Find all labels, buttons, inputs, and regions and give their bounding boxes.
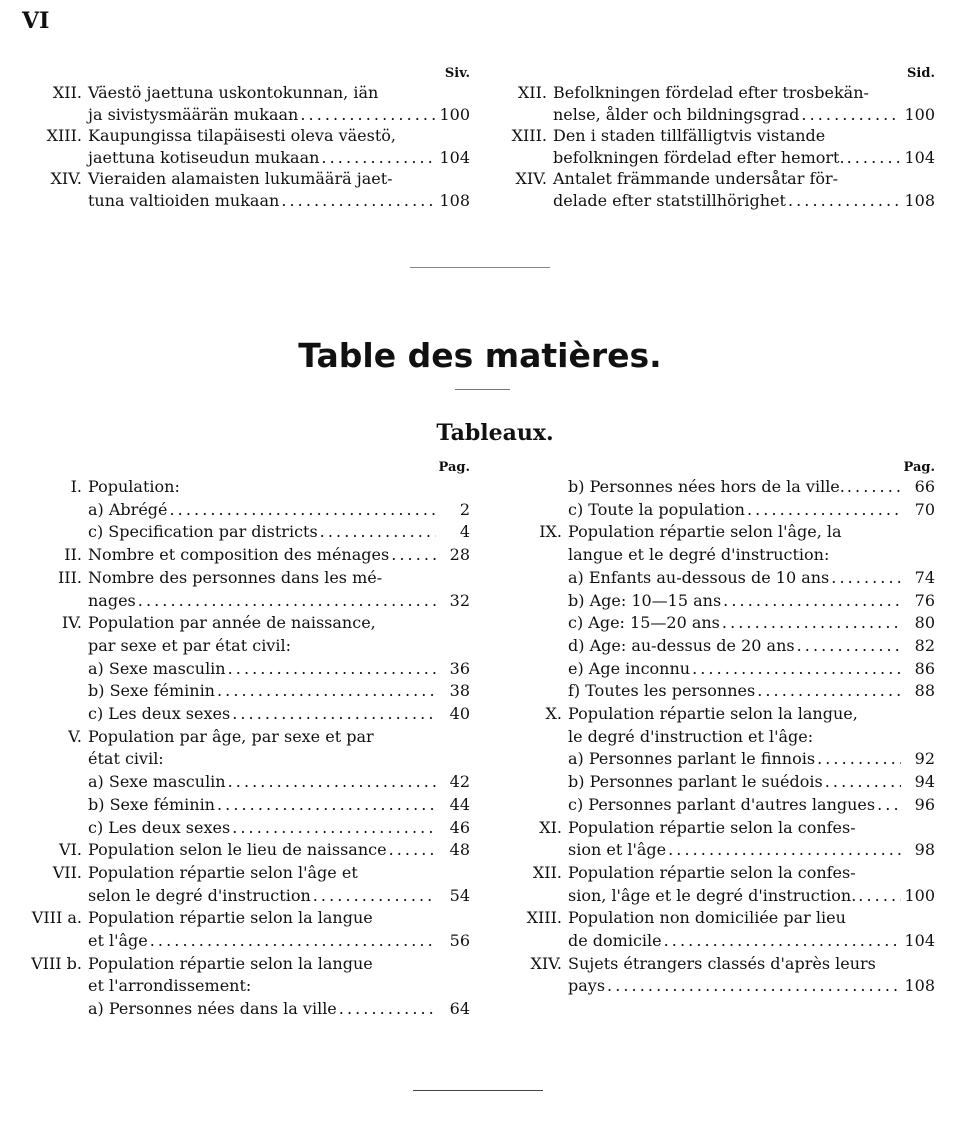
toc-entry-number: VII.	[52, 862, 82, 882]
toc-entry	[30, 998, 470, 1021]
toc-entry	[510, 703, 935, 748]
toc-page-number: 108	[904, 190, 935, 210]
french-toc-right	[510, 460, 935, 998]
toc-entry	[510, 907, 935, 952]
dot-leader	[721, 590, 901, 613]
toc-entry-text: b) Sexe féminin	[88, 794, 215, 814]
toc-page-number: 96	[914, 794, 935, 814]
toc-entry	[510, 476, 935, 499]
toc-entry-text: Population selon le lieu de naissance	[88, 840, 387, 860]
toc-entry-text: a) Enfants au-dessous de 10 ans	[568, 567, 830, 587]
toc-page-number: 28	[449, 545, 470, 565]
toc-entry-number: XIV.	[530, 953, 562, 973]
toc-entry-number: II.	[64, 545, 82, 565]
toc-entry-text: delade efter statstillhörighet	[553, 190, 786, 210]
toc-entry	[30, 680, 470, 703]
toc-entry-text: Population répartie selon l'âge, la	[568, 522, 842, 542]
french-right-page-header: Pag.	[903, 460, 935, 475]
divider-rule-bottom	[413, 1090, 543, 1091]
toc-entry-text: Antalet främmande undersåtar för-	[553, 169, 839, 189]
toc-page-number: 48	[449, 840, 470, 860]
toc-entry-text: sion, l'âge et le degré d'instruction.	[568, 885, 857, 905]
toc-page-number: 92	[914, 749, 935, 769]
toc-entry-text: Kaupungissa tilapäisesti oleva väestö,	[88, 126, 396, 146]
toc-entry-text: Population répartie selon la langue	[88, 953, 373, 973]
page-number: VI	[22, 8, 50, 34]
toc-entry	[30, 567, 470, 612]
toc-page-number: 94	[914, 772, 935, 792]
dot-leader	[875, 794, 901, 817]
toc-entry	[30, 771, 470, 794]
dot-leader	[856, 885, 901, 908]
toc-entry-text: pays	[568, 976, 606, 996]
toc-entry-text: et l'âge	[88, 931, 148, 951]
toc-entry-text: Population répartie selon la confes-	[568, 817, 856, 837]
toc-entry-number: IV.	[61, 613, 82, 633]
toc-page-number: 54	[449, 885, 470, 905]
toc-entry-text: c) Personnes parlant d'autres langues	[568, 794, 876, 814]
toc-entry-text: selon le degré d'instruction	[88, 885, 311, 905]
dot-leader	[786, 190, 901, 212]
toc-entry-text: f) Toutes les personnes	[568, 681, 756, 701]
toc-entry-number: X.	[545, 704, 562, 724]
dot-leader	[226, 658, 436, 681]
toc-entry-text: Population répartie selon la langue,	[568, 704, 858, 724]
toc-page-number: 108	[439, 190, 470, 210]
toc-entry	[510, 612, 935, 635]
toc-page-number: 56	[449, 931, 470, 951]
dot-leader	[148, 930, 436, 953]
toc-page-number: 64	[449, 999, 470, 1019]
toc-entry-text: Population répartie selon la langue	[88, 908, 373, 928]
toc-page-number: 86	[914, 658, 935, 678]
toc-entry-text: le degré d'instruction et l'âge:	[568, 726, 814, 746]
toc-entry-text: Population répartie selon la confes-	[568, 862, 856, 882]
toc-entry	[30, 499, 470, 522]
toc-page-number: 36	[449, 658, 470, 678]
toc-entry-text: Nombre et composition des ménages	[88, 545, 390, 565]
toc-entry-number: XII.	[52, 83, 82, 102]
toc-entry-number: XII.	[517, 83, 547, 102]
dot-leader	[136, 590, 436, 613]
toc-page-number: 46	[449, 817, 470, 837]
dot-leader	[815, 748, 901, 771]
toc-entry-number: XI.	[539, 817, 562, 837]
dot-leader	[337, 998, 436, 1021]
toc-page-number: 74	[914, 567, 935, 587]
toc-entry-number: VIII b.	[31, 953, 82, 973]
toc-entry-text: ja sivistysmäärän mukaan	[88, 104, 299, 124]
toc-entry	[30, 544, 470, 567]
toc-entry-text: b) Sexe féminin	[88, 681, 215, 701]
dot-leader	[215, 794, 436, 817]
dot-leader	[690, 658, 901, 681]
toc-entry	[30, 839, 470, 862]
toc-page-number: 4	[459, 522, 470, 542]
dot-leader	[666, 839, 901, 862]
dot-leader	[745, 499, 901, 522]
toc-entry-text: b) Age: 10—15 ans	[568, 590, 722, 610]
toc-entry-text: Sujets étrangers classés d'après leurs	[568, 953, 876, 973]
toc-entry	[30, 953, 470, 998]
toc-entry-text: nages	[88, 590, 136, 610]
toc-entry-text: d) Age: au-dessus de 20 ans	[568, 635, 795, 655]
dot-leader	[168, 499, 437, 522]
page-title: Table des matières.	[298, 336, 662, 375]
toc-entry	[30, 476, 470, 499]
toc-entry-text: a) Personnes nées dans la ville	[88, 999, 337, 1019]
divider-rule-2	[455, 389, 510, 390]
toc-page-number: 100	[904, 885, 935, 905]
toc-entry	[510, 521, 935, 566]
toc-entry	[30, 907, 470, 952]
swedish-page-header: Sid.	[907, 66, 935, 81]
toc-entry-text: Nombre des personnes dans les mé-	[88, 567, 383, 587]
toc-page-number: 66	[914, 477, 935, 496]
toc-entry-text: Population non domiciliée par lieu	[568, 908, 846, 928]
dot-leader	[845, 147, 901, 169]
toc-page-number: 40	[449, 704, 470, 724]
toc-entry-text: c) Specification par districts	[88, 522, 318, 542]
toc-entry-text: a) Sexe masculin	[88, 658, 226, 678]
toc-entry-text: Befolkningen fördelad efter trosbekän-	[553, 83, 869, 102]
toc-entry	[510, 953, 935, 998]
toc-entry-text: c) Toute la population	[568, 499, 745, 519]
toc-entry-text: c) Les deux sexes	[88, 704, 231, 724]
toc-page-number: 2	[459, 499, 470, 519]
toc-page-number: 104	[439, 147, 470, 167]
dot-leader	[230, 817, 436, 840]
dot-leader	[318, 521, 436, 544]
dot-leader	[829, 567, 901, 590]
toc-entry-text: nelse, ålder och bildningsgrad	[553, 104, 800, 124]
toc-entry-text: et l'arrondissement:	[88, 976, 252, 996]
toc-page-number: 104	[904, 931, 935, 951]
toc-entry-number: XIII.	[46, 126, 82, 146]
toc-page-number: 32	[449, 590, 470, 610]
dot-leader	[230, 703, 436, 726]
section-subtitle: Tableaux.	[436, 420, 554, 446]
toc-entry	[510, 590, 935, 613]
toc-page-number: 38	[449, 681, 470, 701]
toc-entry	[30, 168, 470, 211]
dot-leader	[823, 771, 901, 794]
toc-entry-number: XIII.	[526, 908, 562, 928]
dot-leader	[795, 635, 901, 658]
dot-leader	[720, 612, 901, 635]
toc-entry-text: tuna valtioiden mukaan	[88, 190, 280, 210]
toc-entry	[510, 499, 935, 522]
toc-page-number: 88	[914, 681, 935, 701]
toc-page-number: 80	[914, 613, 935, 633]
dot-leader	[311, 885, 436, 908]
toc-entry-number: XIV.	[515, 169, 547, 189]
toc-entry	[30, 703, 470, 726]
toc-page-number: 76	[914, 590, 935, 610]
toc-entry-number: VI.	[59, 840, 82, 860]
toc-entry-number: V.	[68, 726, 82, 746]
divider-rule-1	[410, 267, 550, 268]
french-left-page-header: Pag.	[438, 460, 470, 475]
dot-leader	[298, 104, 436, 126]
toc-entry	[30, 612, 470, 657]
toc-entry-text: c) Les deux sexes	[88, 817, 231, 837]
dot-leader	[389, 544, 436, 567]
toc-entry	[510, 748, 935, 771]
french-toc-left	[30, 460, 470, 1021]
toc-entry	[510, 771, 935, 794]
dot-leader	[662, 930, 901, 953]
toc-entry-text: a) Abrégé	[88, 499, 168, 519]
toc-entry	[510, 658, 935, 681]
toc-entry	[495, 82, 935, 125]
finnish-toc	[30, 66, 470, 212]
toc-entry	[30, 726, 470, 771]
toc-entry-text: Population répartie selon l'âge et	[88, 862, 358, 882]
toc-entry-text: Den i staden tillfälligtvis vistande	[553, 126, 826, 146]
toc-page-number: 42	[449, 772, 470, 792]
toc-page-number: 70	[914, 499, 935, 519]
toc-page-number: 108	[904, 976, 935, 996]
toc-entry-text: par sexe et par état civil:	[88, 635, 291, 655]
toc-entry	[510, 635, 935, 658]
toc-page-number: 98	[914, 840, 935, 860]
toc-entry-number: I.	[70, 477, 82, 496]
finnish-page-header: Siv.	[444, 66, 470, 81]
toc-entry	[510, 862, 935, 907]
toc-entry-text: langue et le degré d'instruction:	[568, 545, 830, 565]
dot-leader	[215, 680, 436, 703]
toc-entry	[30, 125, 470, 168]
toc-entry	[510, 567, 935, 590]
toc-entry-text: c) Age: 15—20 ans	[568, 613, 720, 633]
toc-entry-number: XIII.	[511, 126, 547, 146]
dot-leader	[845, 476, 901, 499]
toc-entry	[510, 680, 935, 703]
toc-page-number: 104	[904, 147, 935, 167]
toc-entry	[510, 794, 935, 817]
toc-entry-text: Population par âge, par sexe et par	[88, 726, 374, 746]
dot-leader	[387, 839, 436, 862]
swedish-toc	[495, 66, 935, 212]
toc-entry-number: XII.	[532, 862, 562, 882]
toc-entry-number: III.	[57, 567, 82, 587]
toc-entry	[30, 862, 470, 907]
toc-page-number: 100	[439, 104, 470, 124]
toc-entry-text: e) Age inconnu	[568, 658, 691, 678]
toc-entry-text: Population par année de naissance,	[88, 613, 376, 633]
toc-page-number: 44	[449, 794, 470, 814]
toc-entry-text: état civil:	[88, 749, 164, 769]
dot-leader	[319, 147, 436, 169]
dot-leader	[226, 771, 436, 794]
toc-entry-text: Väestö jaettuna uskontokunnan, iän	[88, 83, 379, 102]
toc-entry	[30, 794, 470, 817]
toc-page-number: 100	[904, 104, 935, 124]
toc-entry-text: de domicile	[568, 931, 662, 951]
dot-leader	[279, 190, 436, 212]
toc-entry	[510, 817, 935, 862]
toc-entry-text: sion et l'âge	[568, 840, 667, 860]
toc-entry-number: XIV.	[50, 169, 82, 189]
toc-entry	[495, 168, 935, 211]
toc-entry-number: IX.	[539, 522, 562, 542]
dot-leader	[605, 975, 901, 998]
toc-page-number: 82	[914, 635, 935, 655]
dot-leader	[755, 680, 901, 703]
toc-entry-text: jaettuna kotiseudun mukaan	[88, 147, 320, 167]
toc-entry-text: b) Personnes parlant le suédois	[568, 772, 823, 792]
toc-entry	[495, 125, 935, 168]
toc-entry-text: a) Sexe masculin	[88, 772, 226, 792]
toc-entry-text: Vieraiden alamaisten lukumäärä jaet-	[88, 169, 393, 189]
toc-entry-number: VIII a.	[31, 908, 82, 928]
toc-entry	[30, 658, 470, 681]
toc-entry	[30, 817, 470, 840]
toc-entry-text: b) Personnes nées hors de la ville.	[568, 477, 845, 496]
toc-entry	[30, 521, 470, 544]
toc-entry-text: befolkningen fördelad efter hemort.	[553, 147, 845, 167]
dot-leader	[799, 104, 901, 126]
toc-entry-text: Population:	[88, 477, 180, 496]
toc-entry	[30, 82, 470, 125]
toc-entry-text: a) Personnes parlant le finnois	[568, 749, 816, 769]
